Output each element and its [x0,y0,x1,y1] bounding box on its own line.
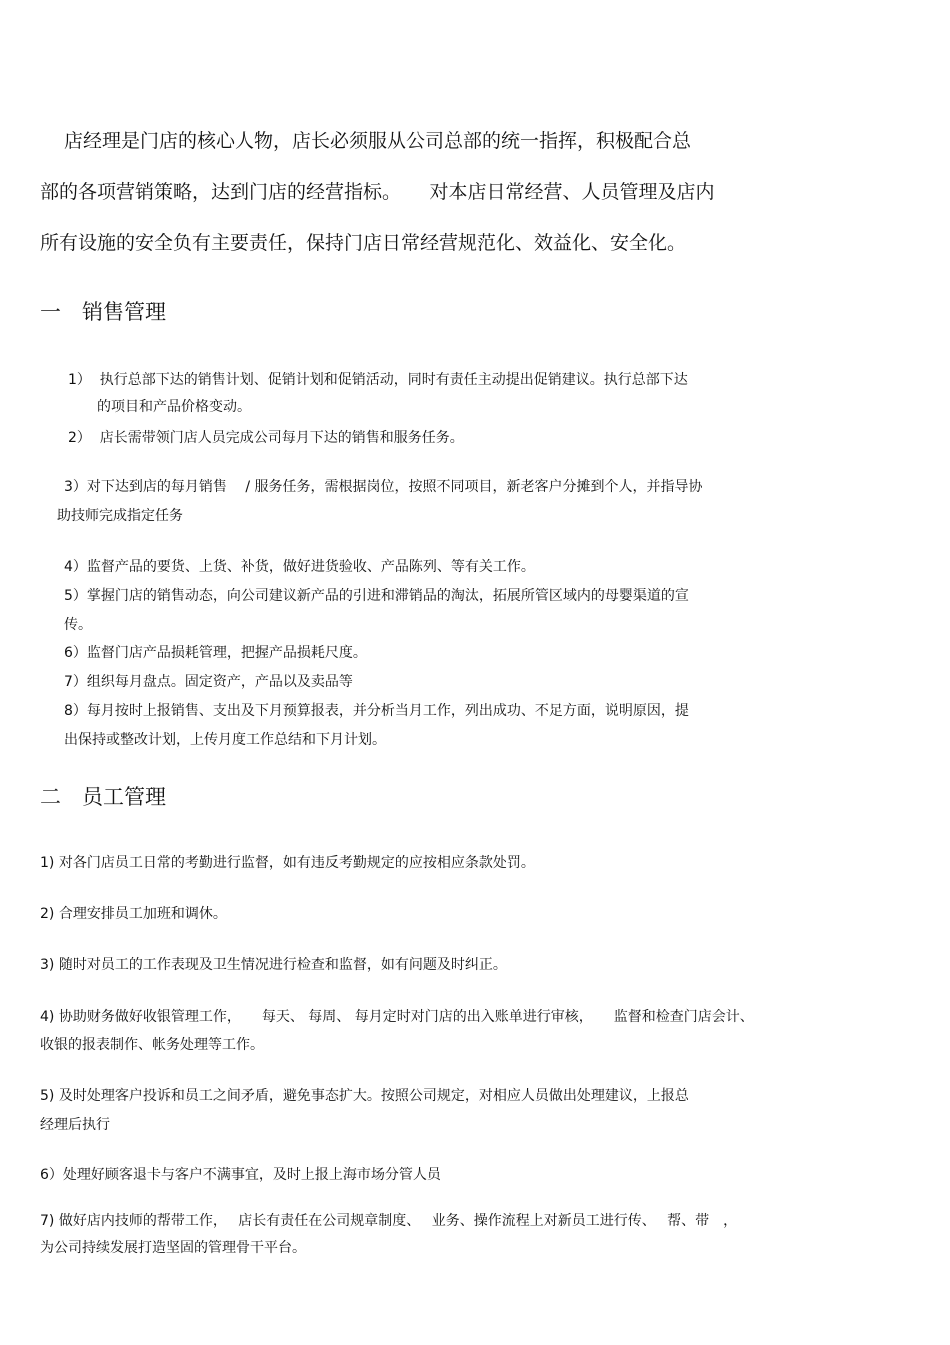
intro-line-2: 部的各项营销策略，达到门店的经营指标。 对本店日常经营、人员管理及店内 [40,181,715,203]
list-item-line: 出保持或整改计划，上传月度工作总结和下月计划。 [64,732,386,748]
list-item-line: 为公司持续发展打造坚固的管理骨干平台。 [40,1240,306,1256]
list-item-line: 的项目和产品价格变动。 [97,399,251,415]
list-item-line: 2） 店长需带领门店人员完成公司每月下达的销售和服务任务。 [68,430,464,446]
list-item-line: 6）处理好顾客退卡与客户不满事宜，及时上报上海市场分管人员 [40,1167,441,1183]
list-item-line: 经理后执行 [40,1117,110,1133]
list-item-line: 1) 对各门店员工日常的考勤进行监督，如有违反考勤规定的应按相应条款处罚。 [40,855,535,871]
section-heading-staff: 二 员工管理 [40,785,166,809]
intro-line-3: 所有设施的安全负有主要责任，保持门店日常经营规范化、效益化、安全化。 [40,232,687,254]
list-item-line: 4）监督产品的要货、上货、补货，做好进货验收、产品陈列、等有关工作。 [64,559,535,575]
list-item-line: 7) 做好店内技师的帮带工作， 店长有责任在公司规章制度、 业务、操作流程上对新员工进行传、 帮、带 ， [40,1213,738,1229]
list-item-line: 5) 及时处理客户投诉和员工之间矛盾，避免事态扩大。按照公司规定，对相应人员做出处理建议，上报总 [40,1088,689,1104]
list-item-line: 7）组织每月盘点。固定资产，产品以及卖品等 [64,674,353,690]
list-item-line: 传。 [64,617,92,633]
list-item-line: 3) 随时对员工的工作表现及卫生情况进行检查和监督，如有问题及时纠正。 [40,957,507,973]
list-item-line: 8）每月按时上报销售、支出及下月预算报表，并分析当月工作，列出成功、不足方面，说明原因，提 [64,703,689,719]
list-item-line: 收银的报表制作、帐务处理等工作。 [40,1037,264,1053]
list-item-line: 4) 协助财务做好收银管理工作， 每天、 每周、 每月定时对门店的出入账单进行审核， 监督和检查门店会计、 [40,1009,754,1025]
intro-line-1: 店经理是门店的核心人物，店长必须服从公司总部的统一指挥，积极配合总 [64,130,692,152]
section-heading-sales: 一 销售管理 [40,300,166,324]
list-item-line: 2) 合理安排员工加班和调休。 [40,906,227,922]
list-item-line: 助技师完成指定任务 [57,508,183,524]
list-item-line: 1） 执行总部下达的销售计划、促销计划和促销活动，同时有责任主动提出促销建议。执行总部下达 [68,372,688,388]
list-item-line: 6）监督门店产品损耗管理，把握产品损耗尺度。 [64,645,367,661]
list-item-line: 5）掌握门店的销售动态，向公司建议新产品的引进和滞销品的淘汰，拓展所管区域内的母婴渠道的宣 [64,588,689,604]
list-item-line: 3）对下达到店的每月销售 / 服务任务，需根据岗位，按照不同项目，新老客户分摊到个人，并指导协 [64,479,703,495]
